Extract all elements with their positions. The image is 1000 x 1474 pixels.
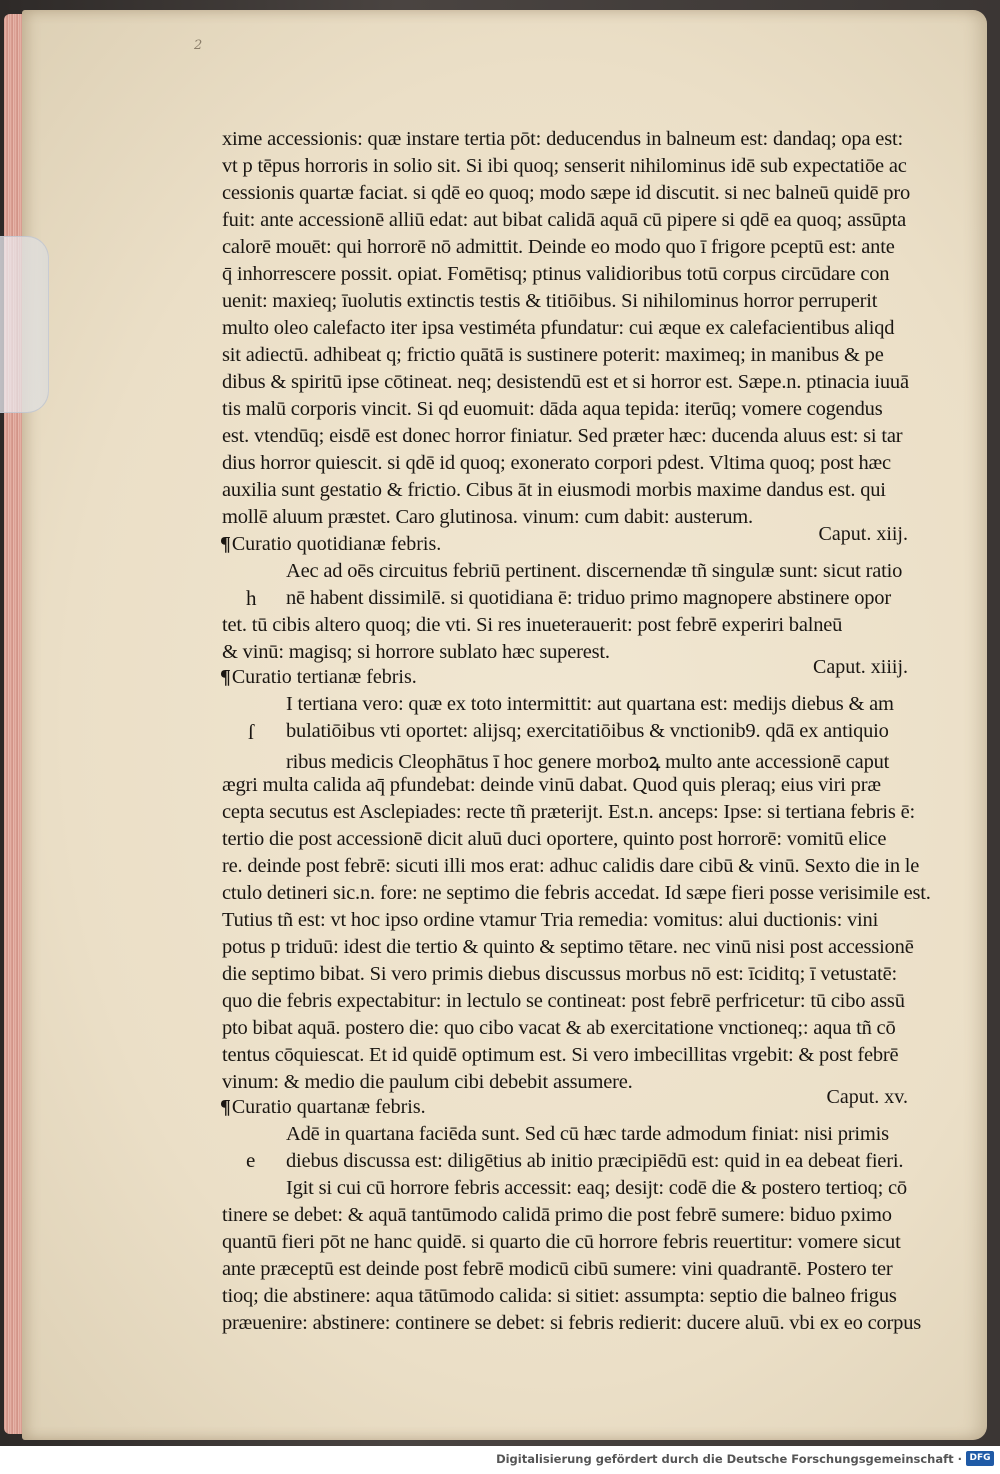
text-line: bulatiōibus vti oportet: alijsq; exercitatiōibus & vnctionib9. qdā ex antiquio — [286, 720, 889, 742]
footer-bar — [0, 1446, 1000, 1474]
guide-letter: e — [246, 1148, 256, 1172]
text-line: multo oleo calefacto iter ipsa vestiméta pfundatur: cui æque ex calefacientibus aliqd — [222, 317, 895, 339]
text-line: & vinū: magisq; si horrore sublato hæc superest. — [222, 641, 610, 663]
text-line: I tertiana vero: quæ ex toto intermittit: aut quartana est: medijs diebus & am — [286, 693, 894, 715]
text-line: cessionis quartæ faciat. si qdē eo quoq; modo sæpe id discutit. si nec balneū quidē pro — [222, 182, 911, 204]
section-heading: ¶Curatio quotidianæ febris. — [220, 533, 442, 555]
text-line: ctulo detineri sic.n. fore: ne septimo die febris accedat. Id sæpe fieri posse verisimile est. — [222, 882, 931, 904]
pilcrow-icon: ¶ — [220, 666, 231, 688]
text-line: cepta secutus est Asclepiades: recte tñ præterijt. Est.n. anceps: Ipse: si tertiana febris ē: — [222, 801, 915, 823]
text-line: Igit si cui cū horrore febris accessit: eaq; desijt: codē die & postero tertioq; cō — [286, 1177, 907, 1199]
text-line: calorē mouēt: qui horrorē nō admittit. Deinde eo modo quo ī frigore pceptū est: ante — [222, 236, 895, 258]
text-line: tinere se debet: & aquā tantūmodo calidā primo die post febrē sumere: biduo pximo — [222, 1204, 892, 1226]
text-line: ægri multa calida aq̄ pfundebat: deinde vinū dabat. Quod quis pleraq; eius viri præ — [222, 774, 881, 796]
text-line: auxilia sunt gestatio & frictio. Cibus āt in eiusmodi morbis maxime dandus est. qui — [222, 479, 886, 501]
text-line: potus p triduū: idest die tertio & quinto & septimo tētare. nec vinū nisi post accessionē — [222, 936, 914, 958]
section-heading: ¶Curatio tertianæ febris. — [220, 666, 417, 688]
text-line: tioq; die abstinere: aqua tātūmodo calida: si sitiet: assumpta: septio die balneo frigus — [222, 1285, 897, 1307]
text-line: dius horror quiescit. si qdē id quoq; exonerato corpori pdest. Vltima quoq; post hæc — [222, 452, 891, 474]
dfg-logo-icon: DFG — [966, 1451, 994, 1466]
chapter-label: Caput. xiij. — [818, 523, 908, 545]
text-line: est. vtendūq; eisdē est donec horror finiatur. Sed præter hæc: ducenda aluus est: si tar — [222, 425, 903, 447]
text-line: vt p tēpus horroris in solio sit. Si ibi quoq; senserit nihilominus idē sub expectatiōe ac — [222, 155, 907, 177]
text-line: fuit: ante accessionē alliū edat: aut bibat calidā aquā cū pipere si qdē ea quoq; assūpta — [222, 209, 907, 231]
text-line: præuenire: abstinere: continere se debet: si febris redierit: ducere aluū. vbi ex eo corpus — [222, 1312, 922, 1334]
chapter-label: Caput. xiiij. — [813, 656, 908, 678]
guide-letter: h — [246, 586, 257, 610]
text-line: Adē in quartana faciēda sunt. Sed cū hæc tarde admodum finiat: nisi primis — [286, 1123, 889, 1145]
text-line: dibus & spiritū ipse cōtineat. neq; desistendū est et si horror est. Sæpe.n. ptinacia iuuā — [222, 371, 909, 393]
text-line: pto bibat aquā. postero die: quo cibo vacat & ab exercitatione vnctioneq;: aqua tñ cō — [222, 1017, 896, 1039]
text-line: quo die febris expectabitur: in lectulo se contineat: post febrē perfricetur: tū cibo assū — [222, 990, 905, 1012]
text-line: tet. tū cibis altero quoq; die vti. Si res inueterauerit: post febrē experiri balneū — [222, 614, 843, 636]
text-line: nē habent dissimilē. si quotidiana ē: triduo primo magnopere abstinere opor — [286, 587, 891, 609]
text-line: die septimo bibat. Si vero primis diebus discussus morbus nō est: īciditq; ī vetustatē: — [222, 963, 897, 985]
text-line: xime accessionis: quæ instare tertia pōt: deducendus in balneum est: dandaq; opa est: — [222, 128, 903, 150]
pilcrow-icon: ¶ — [220, 1096, 231, 1118]
text-line: tis malū corporis vincit. Si qd euomuit: dāda aqua tepida: iterūq; vomere cogendus — [222, 398, 883, 420]
text-line: re. deinde post febrē: sicuti illi mos erat: adhuc calidis dare cibū & vinū. Sexto die in le — [222, 855, 920, 877]
section-heading: ¶Curatio quartanæ febris. — [220, 1096, 426, 1118]
text-line: tertio die post accessionē dicit aluū duci oportere, quinto post horrorē: vomitū elice — [222, 828, 887, 850]
page-mark: 2 — [194, 38, 203, 53]
text-line: vinum: & medio die paulum cibi debebit assumere. — [222, 1071, 633, 1093]
text-line: mollē aluum præstet. Caro glutinosa. vinum: cum dabit: austerum. — [222, 506, 753, 528]
text-line: diebus discussa est: diligētius ab initio præcipiēdū est: quid in ea debeat fieri. — [286, 1150, 904, 1172]
text-line: quantū fieri pōt ne hanc quidē. si quarto die cū horrore febris reuertitur: vomere sicut — [222, 1231, 901, 1253]
chapter-label: Caput. xv. — [826, 1086, 908, 1108]
text-line: Tutius tñ est: vt hoc ipso ordine vtamur Tria remedia: vomitus: alui ductionis: vini — [222, 909, 879, 931]
text-line: sit adiectū. adhibeat q; frictio quātā is sustinere poterit: maximeq; in manibus & pe — [222, 344, 884, 366]
text-line: q̄ inhorrescere possit. opiat. Fomētisq; ptinus validioribus totū corpus circūdare con — [222, 263, 890, 285]
pilcrow-icon: ¶ — [220, 533, 231, 555]
text-line: uenit: maxieq; īuolutis extinctis testis & titiōibus. Si nihilominus horror perruperit — [222, 290, 878, 312]
guide-letter: ſ — [248, 720, 254, 744]
funding-credit: Digitalisierung gefördert durch die Deutsche Forschungsgemeinschaft · — [496, 1452, 962, 1466]
text-line: Aec ad oēs circuitus febriū pertinent. discernendæ tñ singulæ sunt: sicut ratio — [286, 560, 903, 582]
text-line: ante præceptū est deinde post febrē modicū cibū sumere: vini quadrantē. Postero ter — [222, 1258, 893, 1280]
text-line: tentus cōquiescat. Et id quidē optimum est. Si vero imbecillitas vrgebit: & post febrē — [222, 1044, 899, 1066]
text-line: ribus medicis Cleophātus ī hoc genere morboꝝ multo ante accessionē caput — [286, 751, 890, 773]
